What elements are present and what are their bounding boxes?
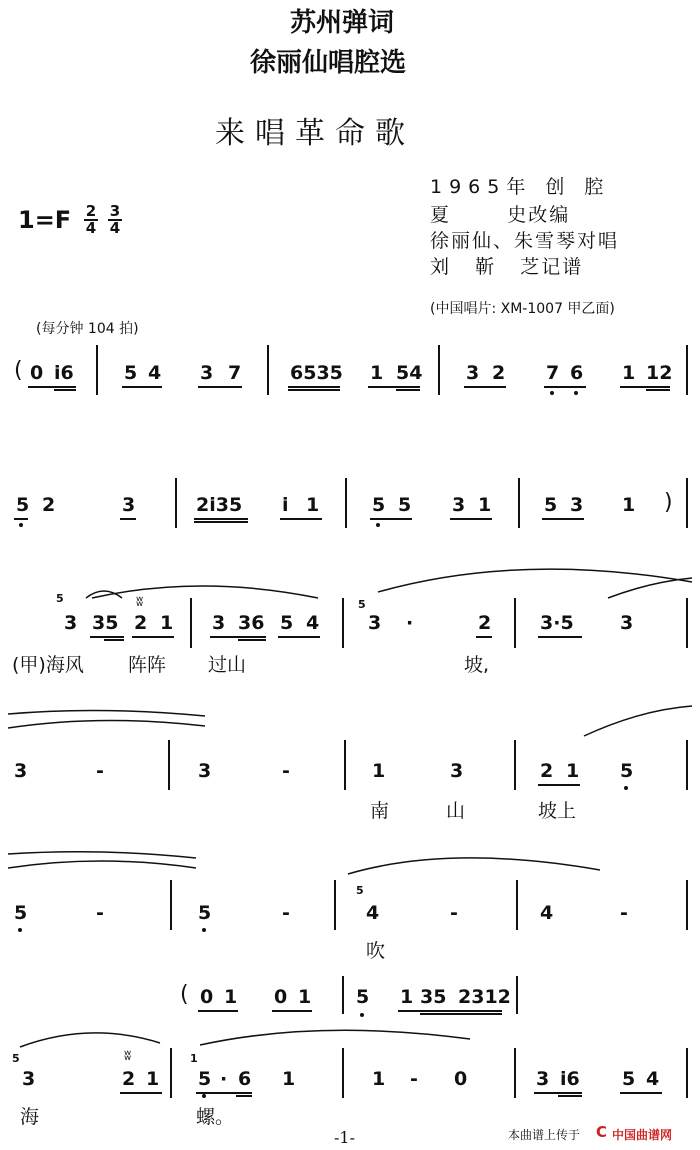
note: 0 (274, 986, 288, 1008)
note: 3 (200, 362, 214, 384)
note: 0 (30, 362, 44, 384)
key-signature: 1=F (18, 206, 72, 234)
note: 5 (356, 986, 370, 1008)
note: ( (14, 358, 23, 383)
recording-info: (中国唱片: XM-1007 甲乙面) (430, 301, 615, 317)
note: - (620, 902, 628, 924)
note: - (410, 1068, 418, 1090)
note: 2 (492, 362, 506, 384)
song-title: 来唱革命歌 (215, 116, 415, 151)
note: i (282, 494, 289, 516)
note: 3 (620, 612, 634, 634)
note: 2i35 (196, 494, 243, 516)
note: 1 (282, 1068, 296, 1090)
time-signature-3-4: 3 4 (109, 202, 121, 237)
note: 7 (546, 362, 560, 384)
series-title: 苏州弹词 (290, 8, 395, 38)
note: 5 (622, 1068, 636, 1090)
credit-line-1: 1965年 创 腔 (430, 176, 611, 198)
note: ( (180, 982, 189, 1007)
site-logo-icon: C (596, 1123, 608, 1141)
lyric: 螺。 (196, 1106, 235, 1128)
note: 1 (372, 760, 386, 782)
note: 1 (224, 986, 238, 1008)
note: 3·5 (540, 612, 574, 634)
note: 1 (478, 494, 492, 516)
note: 54 (396, 362, 423, 384)
credit-line-2: 夏 史改编 (430, 204, 571, 226)
note: 3 (536, 1068, 550, 1090)
note: 3 (64, 612, 78, 634)
grace-note: 1 (190, 1052, 198, 1065)
note: 2 (42, 494, 56, 516)
slur-group (0, 560, 700, 610)
trill-mark: ʬ (136, 594, 144, 610)
note: 3 (212, 612, 226, 634)
credit-line-4: 刘 靳 芝记谱 (430, 256, 584, 278)
note: - (282, 902, 290, 924)
note: 5 (620, 760, 634, 782)
note: 3 (452, 494, 466, 516)
time-signature-2-4: 2 4 (85, 202, 97, 237)
note: 1 (146, 1068, 160, 1090)
collection-title: 徐丽仙唱腔选 (250, 48, 407, 78)
tempo-marking: (每分钟 104 拍) (36, 321, 139, 337)
note: 1 (622, 494, 636, 516)
lyric: 吹 (366, 940, 386, 962)
note: 0 (454, 1068, 468, 1090)
note: i6 (560, 1068, 580, 1090)
note: 5 (544, 494, 558, 516)
note: - (96, 760, 104, 782)
note: 1 (566, 760, 580, 782)
note: 6 (238, 1068, 252, 1090)
note: 4 (148, 362, 162, 384)
grace-note: 5 (56, 592, 64, 605)
lyric: 过山 (208, 654, 247, 676)
note: - (450, 902, 458, 924)
note: 1 (372, 1068, 386, 1090)
note: 7 (228, 362, 242, 384)
page-number: -1- (334, 1128, 355, 1147)
note: ) (664, 490, 673, 515)
slur-group (0, 1015, 700, 1055)
note: 5 (198, 902, 212, 924)
note: 4 (366, 902, 380, 924)
note: 2 (122, 1068, 136, 1090)
grace-note: 5 (356, 884, 364, 897)
lyric: 海 (20, 1106, 40, 1128)
note: 3 (466, 362, 480, 384)
upload-note: 本曲谱上传于 (508, 1128, 581, 1142)
grace-note: 5 (358, 598, 366, 611)
lyric: (甲)海风 (12, 654, 84, 676)
credit-line-3: 徐丽仙、朱雪琴对唱 (430, 230, 620, 252)
note: 4 (540, 902, 554, 924)
note: 2 (134, 612, 148, 634)
lyric: 阵阵 (128, 654, 167, 676)
note: 0 (200, 986, 214, 1008)
lyric: 南 (370, 800, 390, 822)
note: 5 (124, 362, 138, 384)
note: · (406, 612, 414, 634)
note: 5 (398, 494, 412, 516)
note: 4 (646, 1068, 660, 1090)
note: 6535 (290, 362, 343, 384)
trill-mark: ʬ (124, 1048, 132, 1064)
note: i6 (54, 362, 74, 384)
note: 3 (368, 612, 382, 634)
note: - (282, 760, 290, 782)
lyric: 坡上 (538, 800, 577, 822)
note: 12 (646, 362, 673, 384)
grace-note: 5 (12, 1052, 20, 1065)
note: 5 (280, 612, 294, 634)
note: 36 (238, 612, 265, 634)
note: 3 (22, 1068, 36, 1090)
note: 1 (622, 362, 636, 384)
note: 35 (92, 612, 119, 634)
lyric: 坡, (464, 654, 490, 676)
note: 5 (372, 494, 386, 516)
note: 4 (306, 612, 320, 634)
note: 6 (570, 362, 584, 384)
note: - (96, 902, 104, 924)
note: 1 (298, 986, 312, 1008)
note: 3 (198, 760, 212, 782)
note: 3 (14, 760, 28, 782)
note: 5 (14, 902, 28, 924)
note: 2 (478, 612, 492, 634)
slur-group (0, 840, 700, 890)
note: 3 (450, 760, 464, 782)
note: 1 (370, 362, 384, 384)
lyric: 山 (446, 800, 466, 822)
note: 5 (16, 494, 30, 516)
note: 2 (540, 760, 554, 782)
note: 3 (570, 494, 584, 516)
note: 35 (420, 986, 447, 1008)
note: 3 (122, 494, 136, 516)
tie-arc (84, 586, 124, 600)
note: 5 (198, 1068, 212, 1090)
note: 1 (400, 986, 414, 1008)
slur-group (0, 700, 700, 750)
note: 1 (160, 612, 174, 634)
note: · (220, 1068, 228, 1090)
site-name: 中国曲谱网 (612, 1128, 673, 1142)
note: 1 (306, 494, 320, 516)
note: 2312 (458, 986, 511, 1008)
